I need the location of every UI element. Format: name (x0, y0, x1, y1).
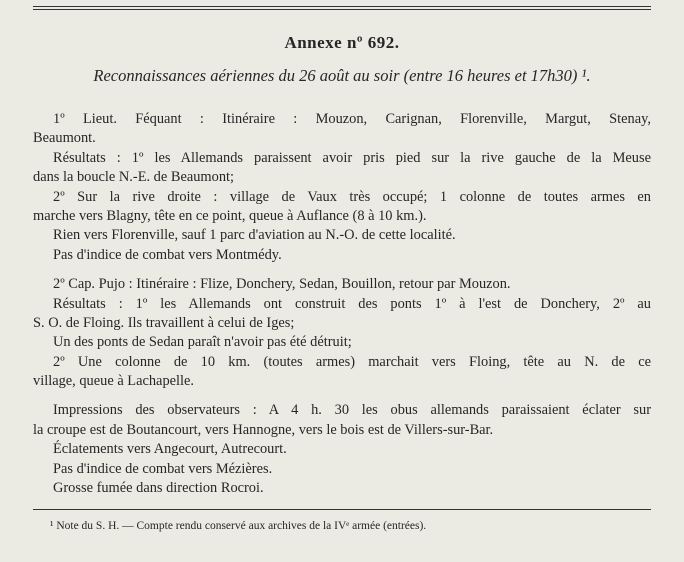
text-line: Pas d'indice de combat vers Mézières. (53, 460, 273, 477)
report-fequant (33, 110, 651, 265)
report-pujo (33, 275, 651, 391)
text-line: Impressions des observateurs : A 4 h. 30 les obus allemands paraissaient éclater sur (53, 402, 651, 419)
text-line: S. O. de Floing. Ils travaillent à celui de Iges; (33, 314, 295, 331)
text-line: Résultats : 1º les Allemands paraissent avoir pris pied sur la rive gauche de la Meuse (53, 149, 651, 166)
text-line: 2º Cap. Pujo : Itinéraire : Flize, Donchery, Sedan, Bouillon, retour par Mouzon. (53, 276, 511, 293)
text-line: marche vers Blagny, tête en ce point, queue à Auflance (8 à 10 km.). (33, 207, 427, 224)
text-line: Beaumont. (33, 130, 96, 147)
text-line: Pas d'indice de combat vers Montmédy. (53, 246, 282, 263)
text-line: Un des ponts de Sedan paraît n'avoir pas été détruit; (53, 334, 352, 351)
text-line: Rien vers Florenville, sauf 1 parc d'aviation au N.-O. de cette localité. (53, 227, 456, 244)
annexe-title: Annexe nº 692. (284, 33, 400, 52)
top-double-rule (33, 6, 651, 10)
text-line: Grosse fumée dans direction Rocroi. (53, 480, 264, 497)
subtitle: Reconnaissances aériennes du 26 août au soir (entre 16 heures et 17h30) ¹. (93, 66, 591, 85)
document-body (33, 110, 651, 498)
text-line: dans la boucle N.-E. de Beaumont; (33, 169, 235, 186)
text-line: 2º Sur la rive droite : village de Vaux très occupé; 1 colonne de toutes armes en (53, 188, 651, 205)
footnote-rule (33, 509, 651, 510)
text-line: Résultats : 1º les Allemands ont construit des ponts 1º à l'est de Donchery, 2º au (53, 295, 651, 312)
observer-impressions (33, 401, 651, 498)
text-line: Éclatements vers Angecourt, Autrecourt. (53, 441, 287, 458)
text-line: 1º Lieut. Féquant : Itinéraire : Mouzon, Carignan, Florenville, Margut, Stenay, (53, 111, 651, 127)
text-line: la croupe est de Boutancourt, vers Hannogne, vers le bois est de Villers-sur-Bar. (33, 421, 494, 438)
text-line: village, queue à Lachapelle. (33, 373, 195, 390)
text-line: 2º Une colonne de 10 km. (toutes armes) marchait vers Floing, tête au N. de ce (53, 353, 651, 370)
footnote: ¹ Note du S. H. — Compte rendu conservé aux archives de la IVᵉ armée (entrées). (50, 520, 427, 532)
